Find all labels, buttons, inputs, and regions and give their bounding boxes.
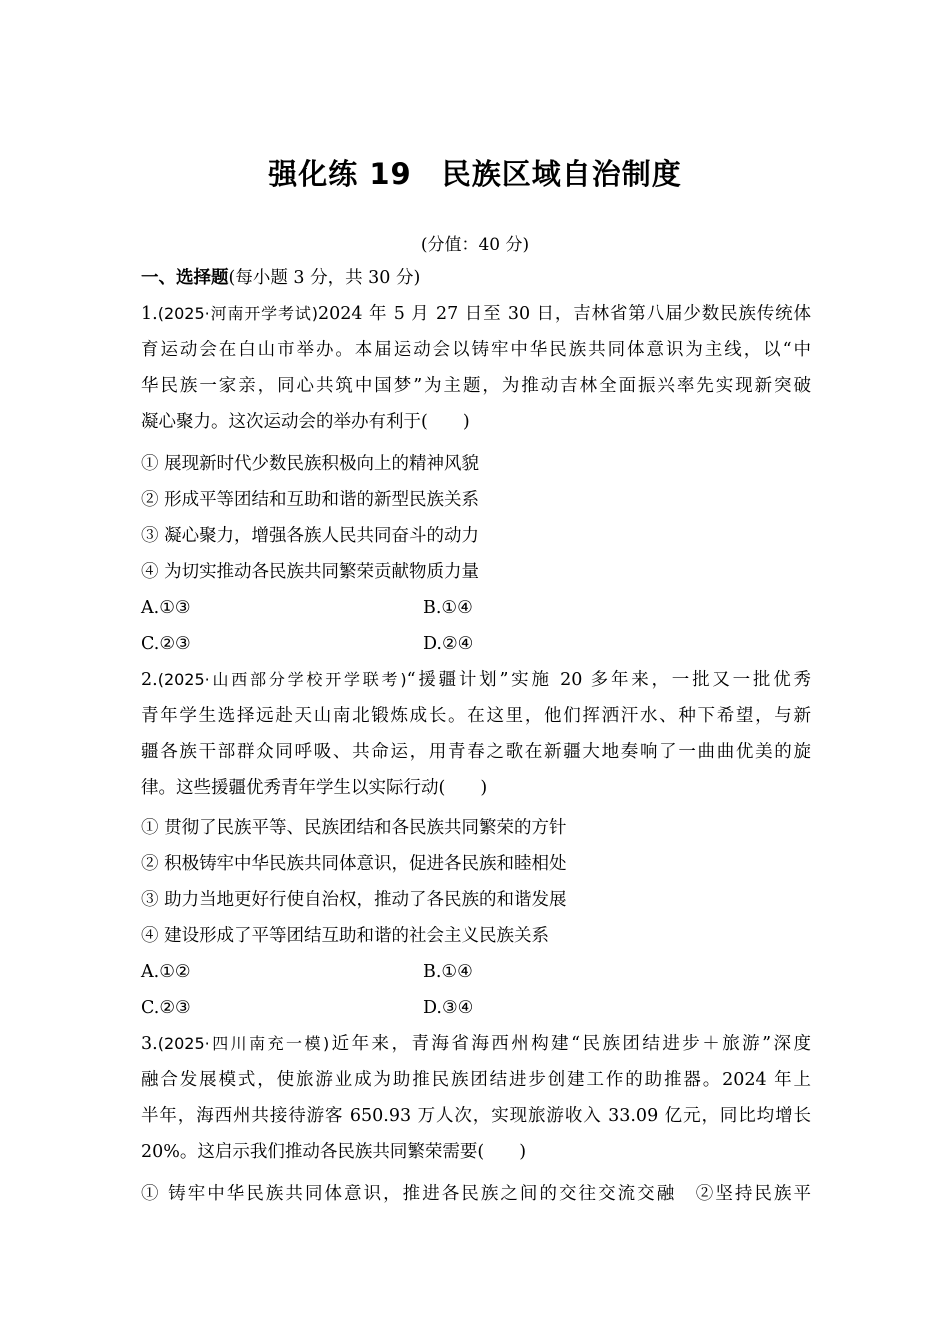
q2-stem-line-2: 青年学生选择远赴天山南北锻炼成长。在这里，他们挥洒汗水、种下希望，与新 xyxy=(141,706,811,726)
q1-item-1: ① 展现新时代少数民族积极向上的精神风貌 xyxy=(141,454,480,474)
q2-number: 2. xyxy=(141,670,158,690)
q1-stem-line-4: 凝心聚力。这次运动会的举办有利于( ) xyxy=(141,412,470,432)
section-heading xyxy=(141,266,420,290)
q3-item-1: ① 铸牢中华民族共同体意识，推进各民族之间的交往交流交融 ②坚持民族平 xyxy=(141,1184,811,1204)
q3-stem-line-4: 20%。这启示我们推动各民族共同繁荣需要( ) xyxy=(141,1142,527,1162)
q1-option-b[interactable]: B.①④ xyxy=(423,598,473,618)
q2-item-2: ② 积极铸牢中华民族共同体意识，促进各民族和睦相处 xyxy=(141,854,567,874)
q2-item-1: ① 贯彻了民族平等、民族团结和各民族共同繁荣的方针 xyxy=(141,818,567,838)
q1-stem-line-2: 育运动会在白山市举办。本届运动会以铸牢中华民族共同体意识为主线，以“中 xyxy=(141,340,811,360)
q1-option-d[interactable]: D.②④ xyxy=(423,634,474,654)
q2-item-3: ③ 助力当地更好行使自治权，推动了各民族的和谐发展 xyxy=(141,890,567,910)
q2-source: (2025·山西部分学校开学联考) xyxy=(157,670,407,689)
q1-item-2: ② 形成平等团结和互助和谐的新型民族关系 xyxy=(141,490,480,510)
q1-stem-line-3: 华民族一家亲，同心共筑中国梦”为主题，为推动吉林全面振兴率先实现新突破 xyxy=(141,376,811,396)
q3-number: 3. xyxy=(141,1034,158,1054)
q2-stem-line-1: 2.(2025·山西部分学校开学联考)“援疆计划”实施 20 多年来，一批又一批优秀 xyxy=(141,670,811,690)
q2-stem-line-3: 疆各族干部群众同呼吸、共命运，用青春之歌在新疆大地奏响了一曲曲优美的旋 xyxy=(141,742,811,762)
q3-source: (2025·四川南充一模) xyxy=(157,1034,330,1053)
q1-source: (2025·河南开学考试) xyxy=(157,304,318,323)
q1-option-a[interactable]: A.①③ xyxy=(141,598,191,618)
q1-option-c[interactable]: C.②③ xyxy=(141,634,191,654)
page-title: 强化练 19 民族区域自治制度 xyxy=(268,157,682,191)
q2-stem-line-4: 律。这些援疆优秀青年学生以实际行动( ) xyxy=(141,778,488,798)
q1-stem-line-1: 1.(2025·河南开学考试)2024 年 5 月 27 日至 30 日，吉林省第八届少数民族传统体 xyxy=(141,304,811,324)
section-title: 一、选择题 xyxy=(141,268,229,288)
q1-item-3: ③ 凝心聚力，增强各族人民共同奋斗的动力 xyxy=(141,526,480,546)
score-note: (分值：40 分) xyxy=(420,235,530,255)
q3-stem-line-1: 3.(2025·四川南充一模)近年来，青海省海西州构建“民族团结进步＋旅游”深度 xyxy=(141,1034,811,1054)
q3-stem-line-2: 融合发展模式，使旅游业成为助推民族团结进步创建工作的助推器。2024 年上 xyxy=(141,1070,811,1090)
q1-number: 1. xyxy=(141,304,158,324)
q1-item-4: ④ 为切实推动各民族共同繁荣贡献物质力量 xyxy=(141,562,480,582)
q2-option-d[interactable]: D.③④ xyxy=(423,998,474,1018)
q3-stem-line-3: 半年，海西州共接待游客 650.93 万人次，实现旅游收入 33.09 亿元，同比均增长 xyxy=(141,1106,811,1126)
q2-option-a[interactable]: A.①② xyxy=(141,962,191,982)
section-note: (每小题 3 分，共 30 分) xyxy=(228,268,421,288)
q2-option-b[interactable]: B.①④ xyxy=(423,962,473,982)
q2-option-c[interactable]: C.②③ xyxy=(141,998,191,1018)
q2-item-4: ④ 建设形成了平等团结互助和谐的社会主义民族关系 xyxy=(141,926,550,946)
